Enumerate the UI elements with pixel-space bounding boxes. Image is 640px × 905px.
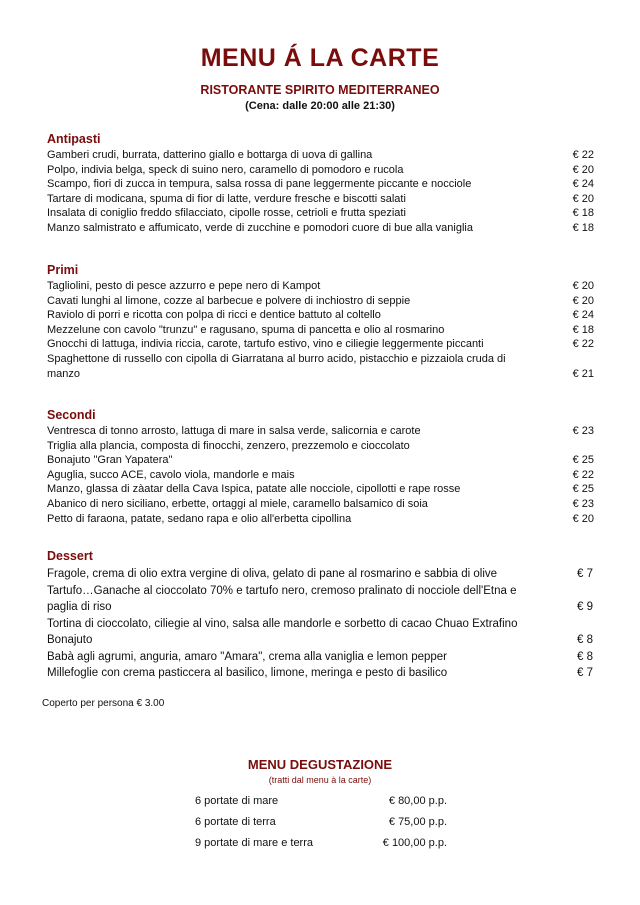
item-price: € 20: [572, 294, 594, 307]
menu-item: [47, 323, 607, 338]
item-price: € 21: [572, 367, 594, 380]
item-description: Ventresca di tonno arrosto, lattuga di mare in salsa verde, salicornia e carote: [47, 425, 421, 437]
tasting-label: 9 portate di mare e terra: [195, 837, 314, 849]
menu-item: [47, 497, 607, 512]
item-description: Manzo salmistrato e affumicato, verde di zucchine e pomodori cuore di bue alla vaniglia: [47, 221, 473, 234]
tasting-price: € 100,00 p.p.: [382, 837, 447, 849]
item-description: Tartare di modicana, spuma di fior di latte, verdure fresche e biscotti salati: [47, 192, 406, 205]
menu-item: [47, 616, 607, 649]
restaurant-name: RISTORANTE SPIRITO MEDITERRANEO: [200, 83, 440, 97]
menu-item: [47, 566, 607, 583]
menu-item: [47, 279, 607, 294]
menu-item: [47, 583, 607, 616]
item-description: Polpo, indivia belga, speck di suino nero, caramello di pomodoro e rucola: [47, 163, 404, 176]
menu-item: [47, 308, 607, 323]
item-price: € 18: [572, 207, 594, 220]
item-description: Petto di faraona, patate, sedano rapa e olio all'erbetta cipollina: [47, 512, 352, 525]
menu-item: [47, 337, 607, 352]
item-description: Fragole, crema di olio extra vergine di oliva, gelato di pane al rosmarino e sabbia di olive: [47, 568, 498, 580]
item-price: € 20: [572, 163, 594, 176]
item-price: € 22: [572, 338, 594, 351]
menu-item: [47, 294, 607, 309]
item-price: € 7: [577, 568, 593, 580]
menu-item: [47, 439, 607, 468]
menu-item: [47, 148, 607, 163]
item-price: € 20: [572, 280, 594, 292]
menu-title: MENU Á LA CARTE: [200, 44, 440, 72]
tasting-menu-subtitle: (tratti dal menu à la carte): [268, 775, 372, 785]
item-description: Gnocchi di lattuga, indivia riccia, carote, tartufo estivo, vino e ciliegie leggermente piccanti: [47, 338, 484, 351]
section-antipasti: [47, 130, 607, 236]
cover-charge: Coperto per persona € 3.00: [42, 698, 165, 709]
tasting-menu-title: MENU DEGUSTAZIONE: [247, 757, 393, 772]
item-price: € 24: [572, 309, 594, 322]
item-price: € 8: [577, 634, 593, 646]
item-price: € 22: [572, 149, 594, 161]
item-description: Insalata di coniglio freddo sfilacciato, cipolle rosse, cetrioli e frutta speziati: [47, 207, 406, 220]
tasting-price: € 80,00 p.p.: [388, 795, 447, 807]
menu-item: [47, 163, 607, 178]
menu-item: [47, 206, 607, 221]
menu-item: [47, 221, 607, 236]
menu-item: [47, 512, 607, 527]
item-price: € 7: [577, 667, 593, 679]
section-title: Secondi: [47, 408, 96, 422]
menu-item: [47, 482, 607, 497]
item-price: € 23: [572, 425, 594, 437]
menu-item: [47, 192, 607, 207]
item-description: Babà agli agrumi, anguria, amaro "Amara", crema alla vaniglia e lemon pepper: [47, 650, 448, 663]
menu-item: [47, 177, 607, 192]
section-primi: [47, 261, 607, 381]
menu-item: [47, 468, 607, 483]
item-description: Spaghettone di russello con cipolla di Giarratana al burro acido, pistacchio e pizzaiola cruda di manzo: [47, 352, 506, 380]
item-price: € 9: [577, 601, 593, 613]
item-price: € 24: [572, 178, 594, 191]
item-description: Triglia alla plancia, composta di finocchi, zenzero, prezzemolo e cioccolato Bonajuto "Gran Yapatera": [47, 439, 410, 467]
item-price: € 18: [572, 323, 594, 336]
item-description: Gamberi crudi, burrata, datterino giallo e bottarga di uova di gallina: [47, 149, 373, 161]
section-secondi: [47, 406, 607, 526]
item-description: Tagliolini, pesto di pesce azzurro e pepe nero di Kampot: [47, 280, 321, 292]
item-price: € 20: [572, 192, 594, 205]
item-description: Cavati lunghi al limone, cozze al barbecue e polvere di inchiostro di seppie: [47, 294, 411, 307]
item-price: € 25: [572, 483, 594, 496]
tasting-label: 6 portate di mare: [195, 795, 279, 807]
item-price: € 18: [572, 221, 594, 234]
item-description: Aguglia, succo ACE, cavolo viola, mandorle e mais: [47, 468, 295, 481]
item-price: € 23: [572, 497, 594, 510]
menu-item: [47, 649, 607, 666]
tasting-price: € 75,00 p.p.: [388, 816, 447, 828]
item-description: Tortina di cioccolato, ciliegie al vino, salsa alle mandorle e sorbetto di cacao Chuao Extrafino Bonajuto: [47, 617, 518, 646]
dinner-hours: (Cena: dalle 20:00 alle 21:30): [245, 100, 395, 112]
tasting-label: 6 portate di terra: [195, 816, 276, 828]
item-description: Scampo, fiori di zucca in tempura, salsa rossa di pane leggermente piccante e nocciole: [47, 178, 472, 191]
section-title: Primi: [47, 263, 79, 277]
item-description: Abanico di nero siciliano, erbette, ortaggi al miele, caramello balsamico di soia: [47, 497, 428, 510]
item-price: € 25: [572, 454, 594, 467]
tasting-menu-list: [195, 793, 455, 856]
section-dessert: [47, 547, 607, 682]
menu-item: [47, 424, 607, 439]
tasting-option: [195, 835, 455, 856]
item-price: € 8: [577, 650, 593, 663]
section-title: Antipasti: [47, 132, 101, 146]
section-title: Dessert: [47, 549, 93, 563]
tasting-option: [195, 793, 455, 814]
item-description: Tartufo…Ganache al cioccolato 70% e tartufo nero, cremoso pralinato di nocciole dell'Etna e paglia di riso: [47, 584, 517, 613]
item-description: Mezzelune con cavolo "trunzu" e ragusano, spuma di pancetta e olio al rosmarino: [47, 323, 445, 336]
menu-item: [47, 352, 607, 381]
item-description: Raviolo di porri e ricotta con polpa di ricci e dentice battuto al coltello: [47, 309, 381, 322]
menu-item: [47, 665, 607, 682]
item-price: € 20: [572, 512, 594, 525]
item-description: Millefoglie con crema pasticcera al basilico, limone, meringa e pesto di basilico: [47, 667, 448, 679]
tasting-option: [195, 814, 455, 835]
item-description: Manzo, glassa di zàatar della Cava Ispica, patate alle nocciole, cipollotti e rape rosse: [47, 483, 461, 496]
item-price: € 22: [572, 468, 594, 481]
